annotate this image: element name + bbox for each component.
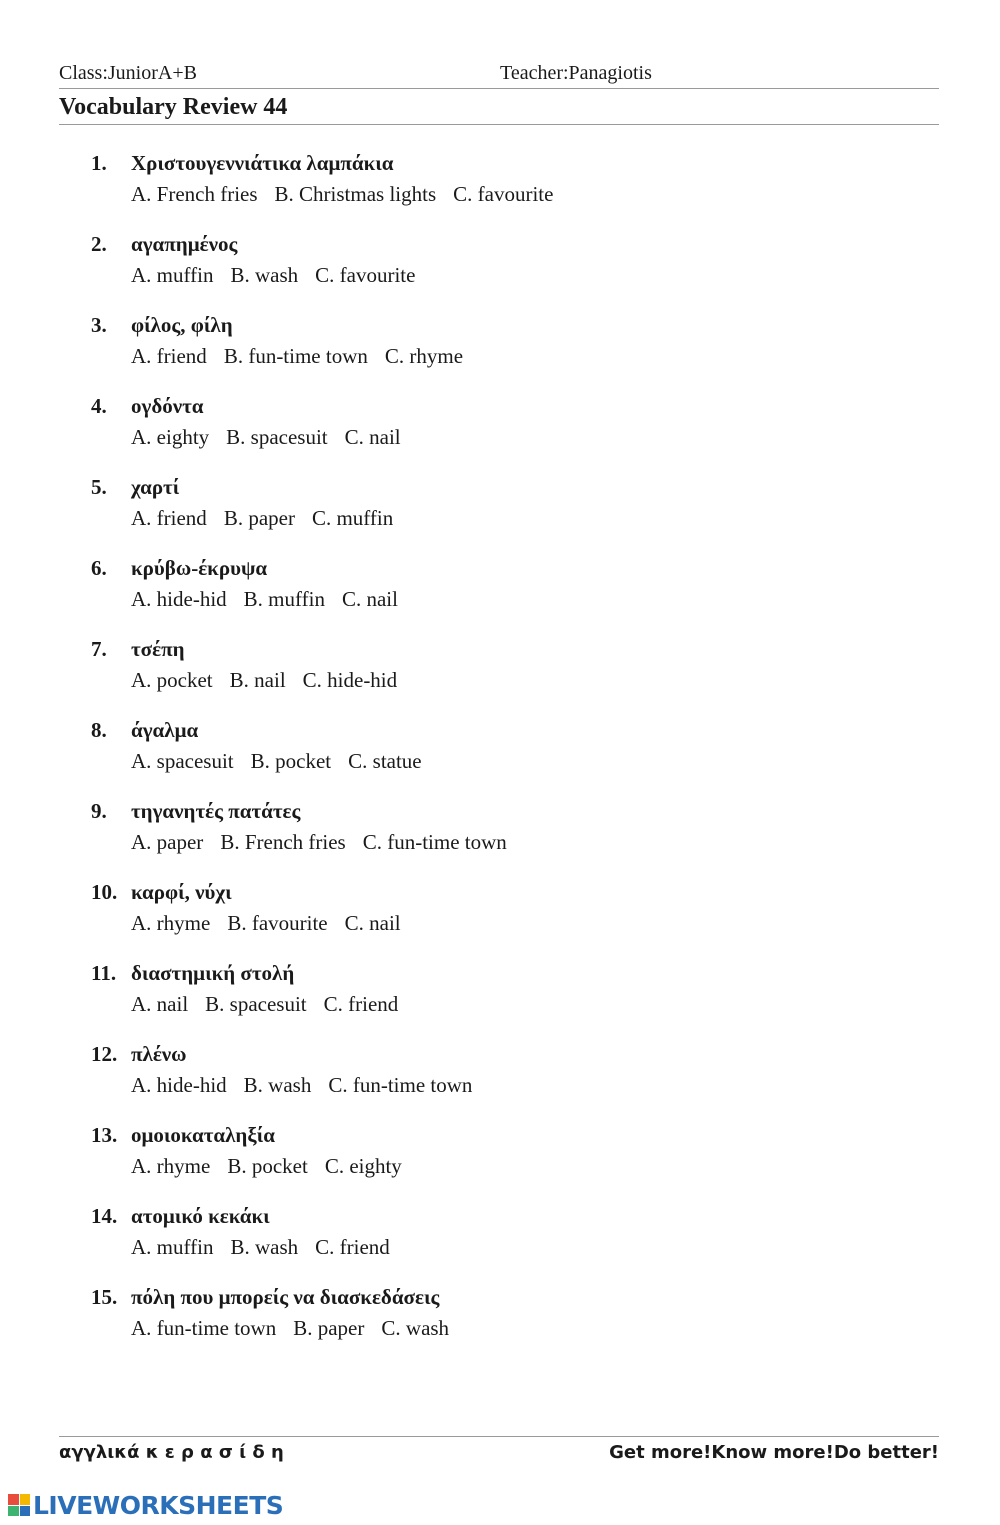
- logo-square: [20, 1506, 31, 1517]
- answer-options: [131, 749, 439, 774]
- answer-options: [131, 263, 432, 288]
- answer-option[interactable]: A. friend: [131, 344, 207, 368]
- answer-option[interactable]: A. fun-time town: [131, 1316, 277, 1340]
- question-item: [0, 229, 1000, 310]
- question-item: [0, 634, 1000, 715]
- question-term: χαρτί: [131, 475, 180, 499]
- answer-option[interactable]: A. paper: [131, 830, 204, 854]
- question-number: 2.: [91, 232, 107, 256]
- answer-options: [131, 668, 414, 693]
- answer-option[interactable]: C. friend: [323, 992, 399, 1016]
- answer-option[interactable]: A. rhyme: [131, 1154, 211, 1178]
- answer-option[interactable]: B. French fries: [220, 830, 346, 854]
- teacher-label: Teacher:Panagiotis: [500, 62, 652, 84]
- question-item: [0, 1120, 1000, 1201]
- answer-option[interactable]: B. Christmas lights: [274, 182, 437, 206]
- question-number: 11.: [91, 961, 117, 985]
- question-number: 15.: [91, 1285, 118, 1309]
- answer-option[interactable]: B. paper: [293, 1316, 365, 1340]
- answer-option[interactable]: B. wash: [243, 1073, 312, 1097]
- liveworksheets-wordmark: LIVEWORKSHEETS: [33, 1490, 284, 1520]
- answer-option[interactable]: B. favourite: [227, 911, 328, 935]
- answer-option[interactable]: B. pocket: [227, 1154, 308, 1178]
- question-item: [0, 310, 1000, 391]
- question-item: [0, 1201, 1000, 1282]
- question-term: κρύβω-έκρυψα: [131, 556, 268, 580]
- question-term: πόλη που μπορείς να διασκεδάσεις: [131, 1285, 440, 1309]
- answer-option[interactable]: C. wash: [381, 1316, 450, 1340]
- answer-option[interactable]: B. muffin: [243, 587, 325, 611]
- worksheet-header: [59, 62, 939, 89]
- question-number: 13.: [91, 1123, 118, 1147]
- answer-options: [131, 587, 415, 612]
- question-number: 12.: [91, 1042, 118, 1066]
- answer-option[interactable]: A. hide-hid: [131, 587, 227, 611]
- question-item: [0, 1039, 1000, 1120]
- question-number: 4.: [91, 394, 107, 418]
- question-item: [0, 148, 1000, 229]
- question-number: 9.: [91, 799, 107, 823]
- question-number: 5.: [91, 475, 107, 499]
- answer-option[interactable]: A. rhyme: [131, 911, 211, 935]
- question-item: [0, 715, 1000, 796]
- footer-divider: [59, 1436, 939, 1437]
- answer-option[interactable]: A. nail: [131, 992, 189, 1016]
- question-number: 3.: [91, 313, 107, 337]
- answer-option[interactable]: C. nail: [344, 425, 401, 449]
- page-title: Vocabulary Review 44: [59, 94, 288, 120]
- answer-option[interactable]: B. wash: [230, 263, 299, 287]
- question-term: ογδόντα: [131, 394, 204, 418]
- question-number: 1.: [91, 151, 107, 175]
- answer-option[interactable]: A. muffin: [131, 1235, 214, 1259]
- answer-option[interactable]: C. nail: [341, 587, 398, 611]
- answer-option[interactable]: A. French fries: [131, 182, 258, 206]
- logo-square: [20, 1494, 31, 1505]
- answer-option[interactable]: C. eighty: [324, 1154, 402, 1178]
- answer-option[interactable]: A. muffin: [131, 263, 214, 287]
- question-term: τηγανητές πατάτες: [131, 799, 301, 823]
- answer-option[interactable]: C. muffin: [311, 506, 394, 530]
- question-item: [0, 958, 1000, 1039]
- question-term: Χριστουγεννιάτικα λαμπάκια: [131, 151, 394, 175]
- answer-option[interactable]: B. wash: [230, 1235, 299, 1259]
- question-term: διαστημική στολή: [131, 961, 295, 985]
- answer-option[interactable]: B. fun-time town: [223, 344, 368, 368]
- question-list: [0, 148, 1000, 1363]
- answer-options: [131, 425, 418, 450]
- question-item: [0, 796, 1000, 877]
- answer-options: [131, 1316, 466, 1341]
- answer-option[interactable]: A. friend: [131, 506, 207, 530]
- answer-options: [131, 506, 410, 531]
- answer-option[interactable]: C. favourite: [453, 182, 554, 206]
- question-term: φίλος, φίλη: [131, 313, 233, 337]
- footer-left-text: αγγλικά κ ε ρ α σ ί δ η: [59, 1442, 284, 1463]
- question-number: 10.: [91, 880, 118, 904]
- question-term: καρφί, νύχι: [131, 880, 232, 904]
- question-item: [0, 877, 1000, 958]
- answer-option[interactable]: C. fun-time town: [362, 830, 507, 854]
- question-item: [0, 391, 1000, 472]
- footer-right-text: Get more!Know more!Do better!: [609, 1442, 939, 1463]
- answer-options: [131, 1154, 419, 1179]
- answer-option[interactable]: C. nail: [344, 911, 401, 935]
- question-term: άγαλμα: [131, 718, 199, 742]
- answer-option[interactable]: A. hide-hid: [131, 1073, 227, 1097]
- answer-option[interactable]: B. pocket: [250, 749, 332, 773]
- answer-option[interactable]: C. statue: [348, 749, 422, 773]
- answer-options: [131, 1073, 489, 1098]
- question-term: ομοιοκαταληξία: [131, 1123, 275, 1147]
- answer-option[interactable]: B. nail: [229, 668, 286, 692]
- question-number: 7.: [91, 637, 107, 661]
- question-term: πλένω: [131, 1042, 187, 1066]
- question-term: αγαπημένος: [131, 232, 238, 256]
- answer-options: [131, 344, 480, 369]
- answer-options: [131, 992, 415, 1017]
- answer-option[interactable]: A. pocket: [131, 668, 213, 692]
- question-item: [0, 472, 1000, 553]
- question-number: 14.: [91, 1204, 118, 1228]
- answer-options: [131, 1235, 407, 1260]
- question-number: 6.: [91, 556, 107, 580]
- answer-option[interactable]: C. rhyme: [384, 344, 464, 368]
- question-term: τσέπη: [131, 637, 185, 661]
- answer-options: [131, 182, 570, 207]
- answer-option[interactable]: A. eighty: [131, 425, 210, 449]
- answer-option[interactable]: C. hide-hid: [302, 668, 398, 692]
- answer-option[interactable]: B. paper: [223, 506, 295, 530]
- answer-option[interactable]: C. favourite: [315, 263, 416, 287]
- question-item: [0, 1282, 1000, 1363]
- liveworksheets-icon: [8, 1494, 30, 1516]
- answer-option[interactable]: B. spacesuit: [205, 992, 307, 1016]
- answer-option[interactable]: B. spacesuit: [226, 425, 328, 449]
- question-number: 8.: [91, 718, 107, 742]
- answer-options: [131, 911, 418, 936]
- answer-option[interactable]: C. friend: [315, 1235, 390, 1259]
- liveworksheets-logo[interactable]: [8, 1490, 283, 1520]
- logo-square: [8, 1506, 19, 1517]
- question-item: [0, 553, 1000, 634]
- answer-options: [131, 830, 524, 855]
- title-bar: [59, 94, 939, 125]
- class-label: Class:JuniorA+B: [59, 62, 197, 84]
- question-term: ατομικό κεκάκι: [131, 1204, 270, 1228]
- answer-option[interactable]: A. spacesuit: [131, 749, 234, 773]
- logo-square: [8, 1494, 19, 1505]
- answer-option[interactable]: C. fun-time town: [328, 1073, 473, 1097]
